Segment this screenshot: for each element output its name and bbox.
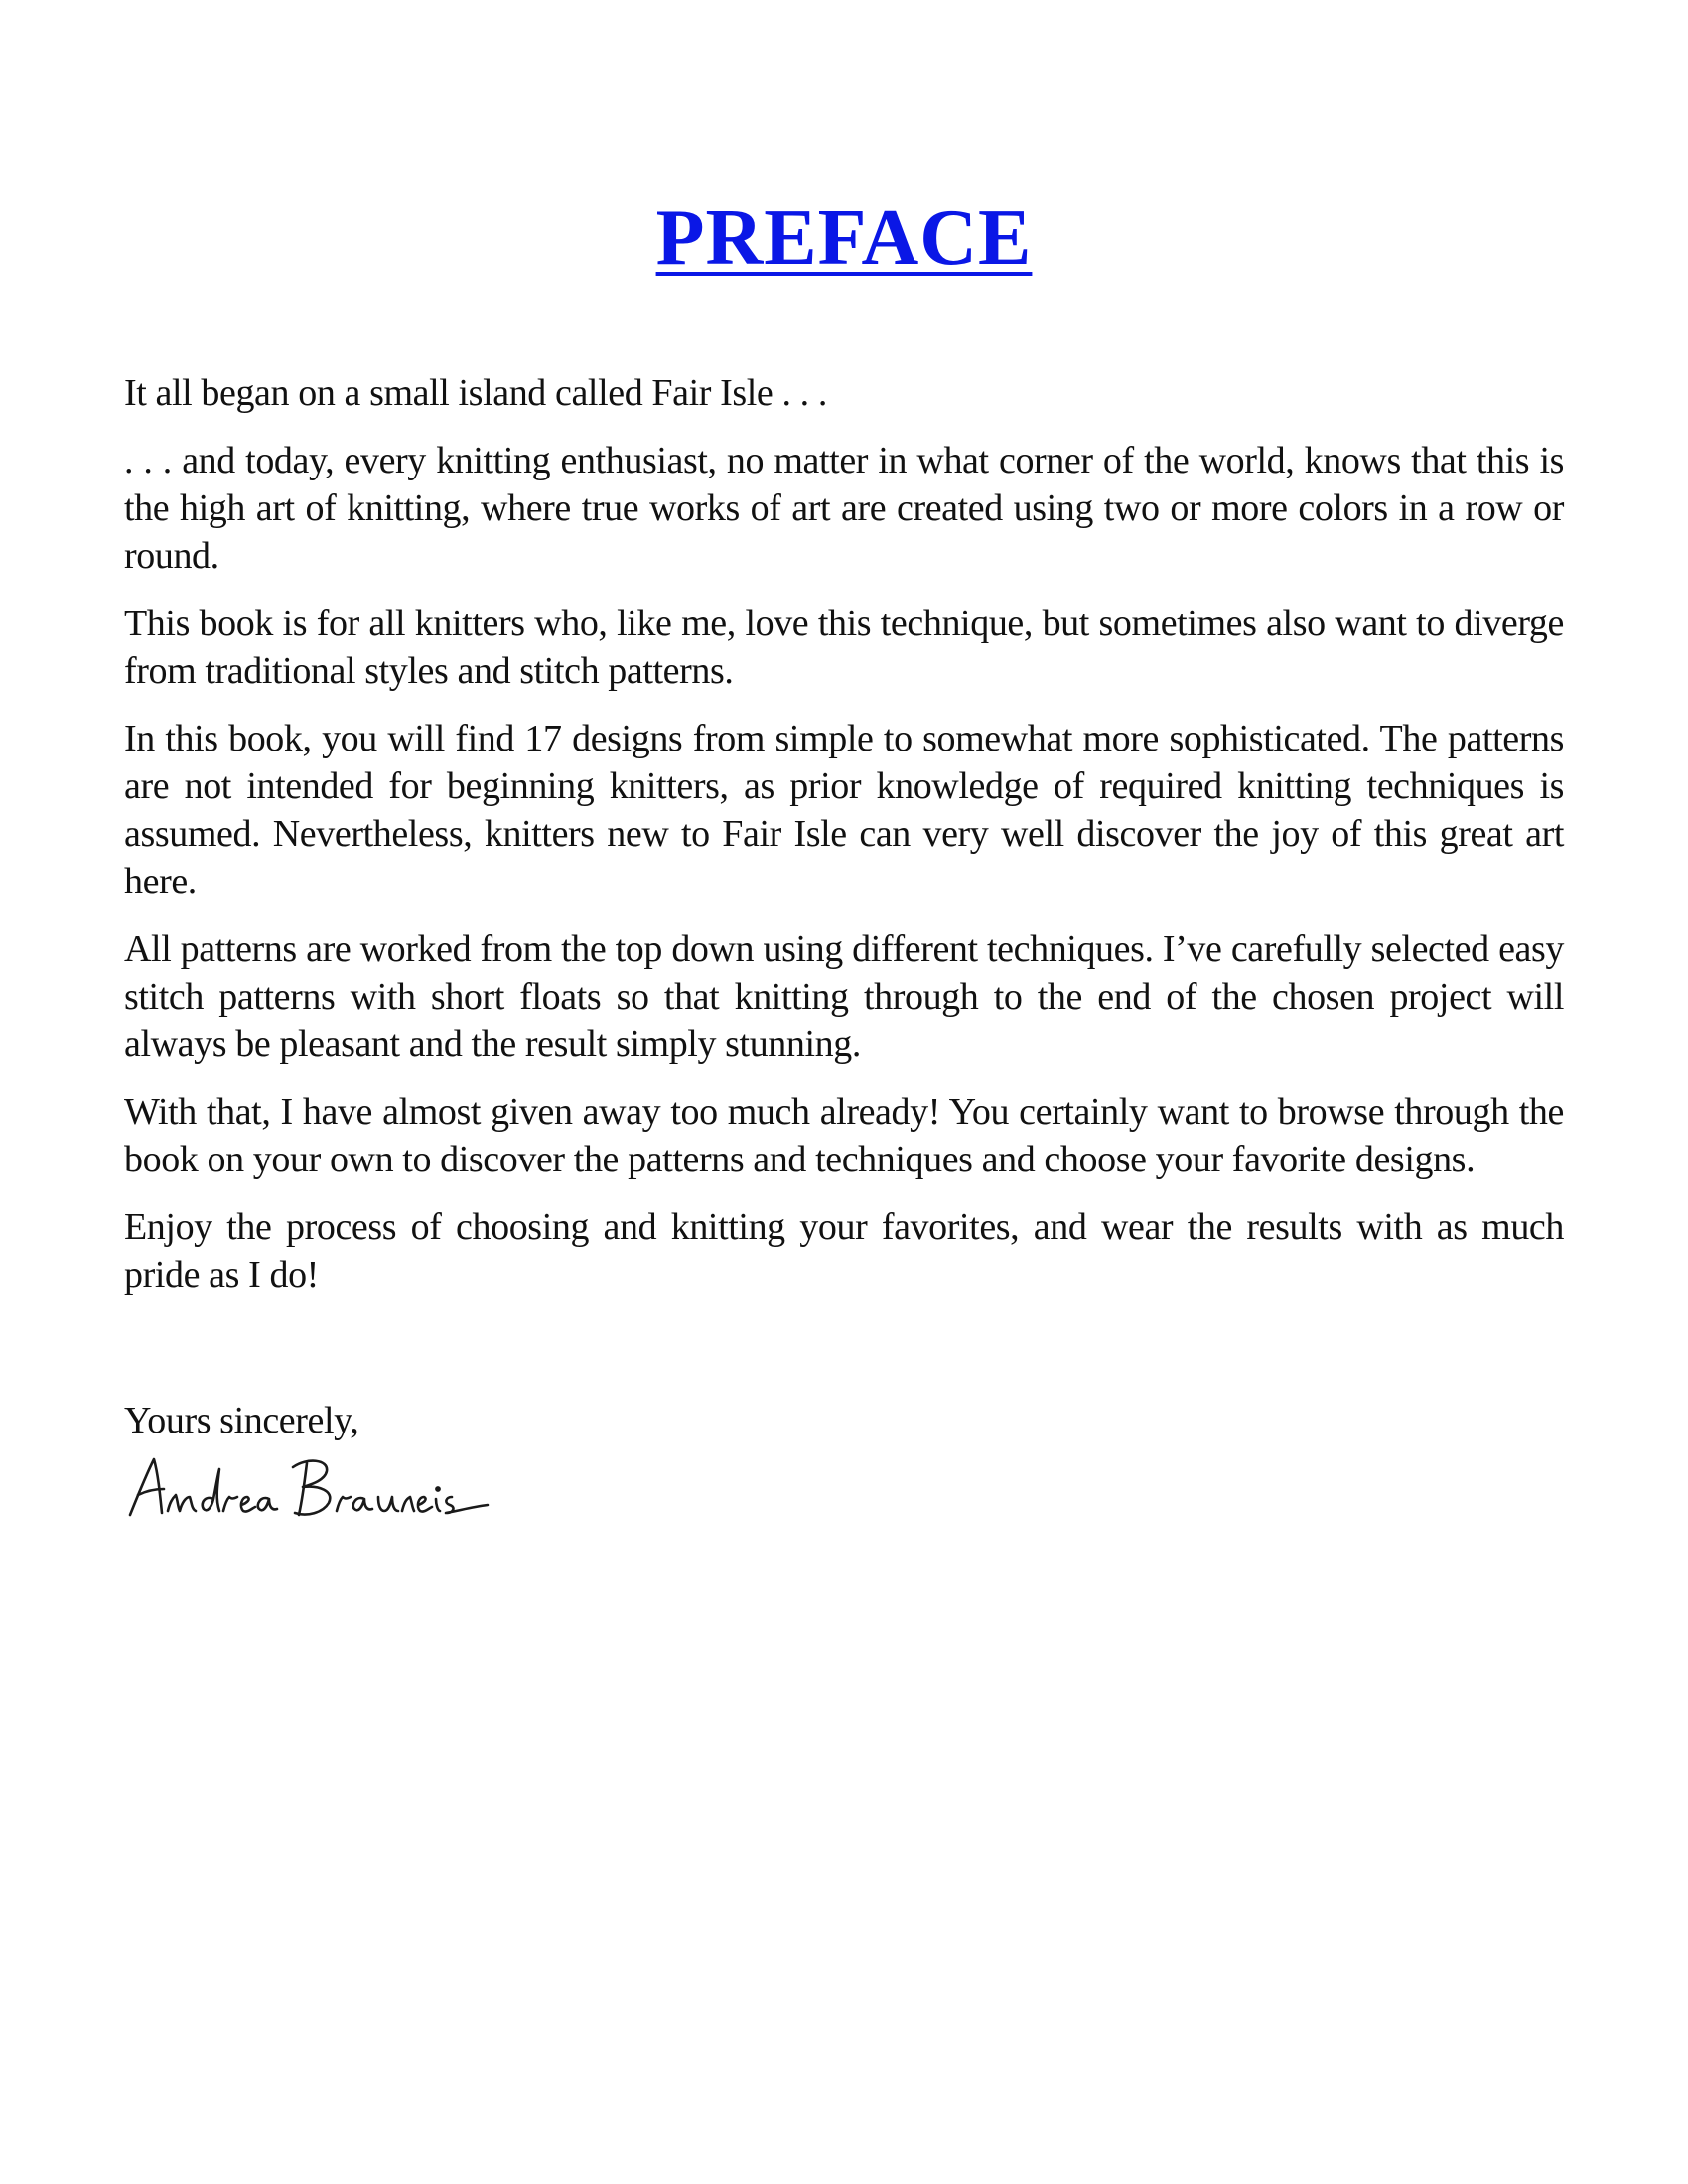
- paragraph-4: In this book, you will find 17 designs from simple to somewhat more sophisticated. The patterns are not intended for beginning knitters, as prior knowledge of required knitting techniques is assumed. Nevertheless, knitters new to Fair Isle can very well discover the joy of this great art here.: [124, 718, 1564, 902]
- paragraph-3: This book is for all knitters who, like me, love this technique, but sometimes also want to diverge from traditional styles and stitch patterns.: [124, 603, 1564, 692]
- paragraph-1: It all began on a small island called Fair Isle . . .: [124, 372, 827, 414]
- handwritten-signature: [124, 1449, 492, 1529]
- paragraph-7: Enjoy the process of choosing and knitting your favorites, and wear the results with as much pride as I do!: [124, 1206, 1564, 1296]
- paragraph-6: With that, I have almost given away too much already! You certainly want to browse through the book on your own to discover the patterns and techniques and choose your favorite designs.: [124, 1091, 1564, 1180]
- preface-body: [124, 369, 1564, 1318]
- paragraph-5: All patterns are worked from the top down using different techniques. I’ve carefully selected easy stitch patterns with short floats so that knitting through to the end of the chosen project will always be pleasant and the result simply stunning.: [124, 928, 1564, 1065]
- title-container: [0, 195, 1688, 282]
- closing-salutation: Yours sincerely,: [124, 1400, 359, 1441]
- page-title-link[interactable]: PREFACE: [655, 195, 1033, 282]
- paragraph-2: . . . and today, every knitting enthusiast, no matter in what corner of the world, knows that this is the high art of knitting, where true works of art are created using two or more colors in a row or round.: [124, 440, 1564, 577]
